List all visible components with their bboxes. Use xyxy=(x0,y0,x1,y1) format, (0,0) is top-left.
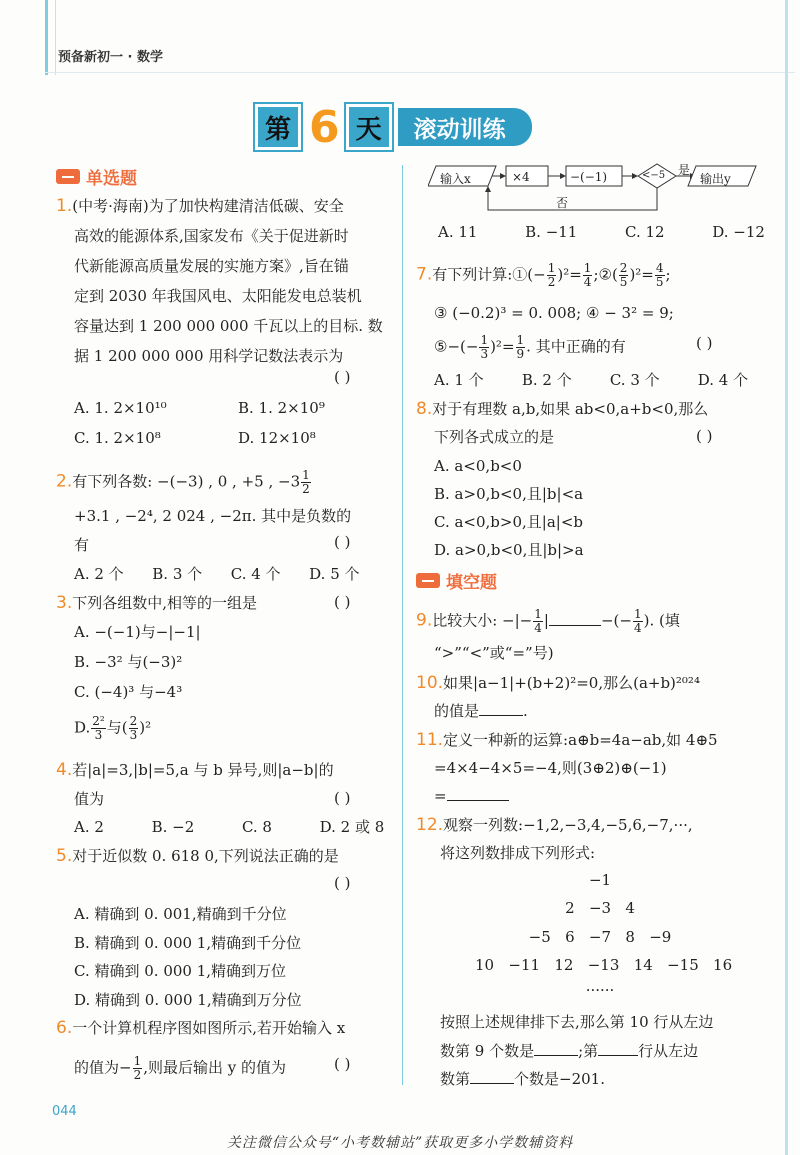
flow-multiply-label: ×4 xyxy=(512,170,530,184)
column-divider xyxy=(402,165,403,1085)
q2-number: 2. xyxy=(56,471,73,492)
q12-number: 12. xyxy=(416,815,444,835)
q12-line-4: 数第 9 个数是 ;第 行从左边 xyxy=(440,1042,699,1060)
q4-number: 4. xyxy=(56,760,73,780)
flow-yes-label: 是 xyxy=(678,163,691,177)
q12-pattern-row-1: −1 xyxy=(588,871,612,889)
q3-option-a: A. −(−1)与−|−1| xyxy=(74,623,201,641)
section-title: 填空题 xyxy=(446,573,497,593)
q4-options: A. 2 B. −2 C. 8 D. 2 或 8 xyxy=(74,818,385,836)
q8-number: 8. xyxy=(416,399,433,419)
q1-number: 1. xyxy=(56,196,73,216)
q6-flowchart xyxy=(428,160,768,218)
q7-options: A. 1 个 B. 2 个 C. 3 个 D. 4 个 xyxy=(434,371,749,389)
q4-line-1 xyxy=(56,760,334,780)
q12-answer-blank-1[interactable] xyxy=(534,1055,578,1056)
q4-text-1: 若|a|=3,|b|=5,a 与 b 异号,则|a−b|的 xyxy=(72,761,334,779)
q5-option-c: C. 精确到 0. 000 1,精确到万位 xyxy=(74,962,287,980)
q2-text-3: 有 xyxy=(74,536,90,554)
q8-option-c: C. a<0,b>0,且|a|<b xyxy=(434,513,584,531)
header-accent-thin xyxy=(55,0,56,75)
q1-option-b: B. 1. 2×10⁹ xyxy=(238,399,325,417)
q6-line-2: 的值为− $\frac{1}{2}$ ,则最后输出 y 的值为 xyxy=(74,1054,286,1082)
q1-text-2: 高效的能源体系,国家发布《关于促进新时 xyxy=(74,227,349,245)
footer-note: 关注微信公众号“小考数辅站”获取更多小学数辅资料 xyxy=(226,1135,574,1151)
q5-stem: 对于近似数 0. 618 0,下列说法正确的是 xyxy=(72,847,339,865)
q6-fraction: $\frac{1}{2}$ xyxy=(133,1054,142,1082)
q3-line xyxy=(56,593,257,613)
q8-option-a: A. a<0,b<0 xyxy=(434,457,522,475)
q5-number: 5. xyxy=(56,846,73,866)
q12-answer-blank-2[interactable] xyxy=(598,1055,638,1056)
q4-text-2: 值为 xyxy=(74,790,105,808)
q6-text-1: 一个计算机程序图如图所示,若开始输入 x xyxy=(72,1019,346,1037)
page-number: 044 xyxy=(52,1104,77,1119)
q6-number: 6. xyxy=(56,1018,73,1038)
q5-option-d: D. 精确到 0. 000 1,精确到万分位 xyxy=(74,991,302,1009)
q9-text-2: “>”“<”或“=”号) xyxy=(434,644,554,662)
q5-line xyxy=(56,846,339,866)
lesson-title xyxy=(255,101,532,153)
q8-line-1: 8.对于有理数 a,b,如果 ab<0,a+b<0,那么 xyxy=(416,399,709,419)
header-accent-bar xyxy=(45,0,48,75)
section-single-choice xyxy=(56,164,137,189)
q3-option-b: B. −3² 与(−3)² xyxy=(74,653,183,671)
q1-text-1: (中考·海南)为了加快构建清洁低碳、安全 xyxy=(72,197,344,215)
q1-option-c: C. 1. 2×10⁸ xyxy=(74,429,161,447)
q1-option-d: D. 12×10⁸ xyxy=(238,429,316,447)
q10-answer-blank[interactable] xyxy=(479,715,523,716)
q1-line xyxy=(56,196,344,216)
q1-option-a: A. 1. 2×10¹⁰ xyxy=(74,399,167,417)
q8-text-2: 下列各式成立的是 xyxy=(434,428,555,446)
q12-pattern-ellipsis: ······ xyxy=(585,981,615,999)
q3-number: 3. xyxy=(56,593,73,613)
q8-option-d: D. a>0,b<0,且|b|>a xyxy=(434,541,584,559)
q2-answer-paren: ( ) xyxy=(334,533,351,551)
q3-answer-paren: ( ) xyxy=(334,593,351,611)
q12-line-5: 数第 个数是−201. xyxy=(440,1070,605,1088)
q1-answer-paren: ( ) xyxy=(334,368,351,386)
q1-text-5: 容量达到 1 200 000 000 千瓦以上的目标. 数 xyxy=(74,317,383,335)
q4-answer-paren: ( ) xyxy=(334,789,351,807)
flow-no-label: 否 xyxy=(556,196,569,210)
q5-option-a: A. 精确到 0. 001,精确到千分位 xyxy=(74,905,287,923)
q3-option-c: C. (−4)³ 与−4³ xyxy=(74,683,183,701)
page-edge-bar xyxy=(785,0,788,1155)
q12-line-1: 12.观察一列数:−1,2,−3,4,−5,6,−7,···, xyxy=(416,815,693,835)
q12-pattern-row-3: −5 6 −7 8 −9 xyxy=(528,928,672,946)
q1-text-3: 代新能源高质量发展的实施方案》,旨在锚 xyxy=(74,257,349,275)
q8-answer-paren: ( ) xyxy=(696,427,713,445)
section-title: 单选题 xyxy=(86,169,137,189)
q11-text-2: =4×4−4×5=−4,则(3⊕2)⊕(−1) xyxy=(434,759,667,777)
q3-stem: 下列各组数中,相等的一组是 xyxy=(72,594,258,612)
q9-line-1: 9.比较大小: −|− $\frac{1}{4}$ | −(− $\frac{1}{4}$ ). (填 xyxy=(416,607,680,635)
book-title: 预备新初一 · 数学 xyxy=(58,50,163,65)
q12-pattern-row-2: 2 −3 4 xyxy=(565,899,635,917)
q2-line-1 xyxy=(56,469,312,496)
q7-number: 7. xyxy=(416,264,433,285)
section-icon xyxy=(56,169,80,184)
title-prefix: 第 xyxy=(255,104,301,150)
q6-line-1 xyxy=(56,1018,345,1038)
q10-line-1: 10.如果|a−1|+(b+2)²=0,那么(a+b)²⁰²⁴ xyxy=(416,673,700,693)
q10-line-2: 的值是 . xyxy=(434,702,528,720)
q12-text-3: 按照上述规律排下去,那么第 10 行从左边 xyxy=(440,1013,714,1031)
q2-fraction: $\frac{1}{2}$ xyxy=(302,468,310,496)
flow-condition-label: <−5 xyxy=(642,170,666,181)
title-tag: 滚动训练 xyxy=(398,108,532,146)
q6-answer-paren: ( ) xyxy=(334,1055,351,1073)
q8-option-b: B. a>0,b<0,且|b|<a xyxy=(434,485,584,503)
header-rule xyxy=(45,72,795,73)
flow-output-label: 输出y xyxy=(700,172,731,186)
q7-line-1: 7.有下列计算:①(− $\frac{1}{2}$ )²= $\frac{1}{4}$ ;②( $\frac{2}{5}$ )²= $\frac{4}{5}$ ; xyxy=(416,261,671,289)
q12-pattern-row-4: 10 −11 12 −13 14 −15 16 xyxy=(475,956,733,974)
q7-line-3: ⑤−(− $\frac{1}{3}$ )²= $\frac{1}{9}$ . 其中正确的有 xyxy=(434,333,626,361)
q2-text-1: 有下列各数: −(−3) , 0 , +5 , −3 xyxy=(72,472,301,491)
q12-text-2: 将这列数排成下列形式: xyxy=(440,844,596,862)
q11-number: 11. xyxy=(416,730,444,750)
q11-line-3: = xyxy=(434,786,509,806)
q7-answer-paren: ( ) xyxy=(696,334,713,352)
flow-input-label: 输入x xyxy=(440,172,471,186)
q7-text-2: ③ (−0.2)³ = 0. 008; ④ − 3² = 9; xyxy=(434,304,674,322)
q1-text-6: 据 1 200 000 000 用科学记数法表示为 xyxy=(74,347,344,365)
title-day-number: 6 xyxy=(309,101,340,153)
section-fill-blank xyxy=(416,568,497,593)
q9-number: 9. xyxy=(416,610,433,631)
q9-answer-blank[interactable] xyxy=(549,625,601,626)
q12-answer-blank-3[interactable] xyxy=(470,1083,514,1084)
q11-answer-blank[interactable] xyxy=(447,800,509,801)
q6-options: A. 11 B. −11 C. 12 D. −12 xyxy=(438,223,765,241)
q5-answer-paren: ( ) xyxy=(334,874,351,892)
q1-text-4: 定到 2030 年我国风电、太阳能发电总装机 xyxy=(74,287,362,305)
q3-option-d: D. $\frac{\text{2²}}{3}$ 与( $\frac{2}{3}$ )² xyxy=(74,714,152,742)
q5-option-b: B. 精确到 0. 000 1,精确到千分位 xyxy=(74,934,302,952)
title-suffix: 天 xyxy=(346,104,392,150)
q10-number: 10. xyxy=(416,673,444,693)
q2-text-2: +3.1 , −2⁴, 2 024 , −2π. 其中是负数的 xyxy=(74,507,352,525)
q2-options: A. 2 个 B. 3 个 C. 4 个 D. 5 个 xyxy=(74,565,360,583)
flow-subtract-label: −(−1) xyxy=(570,170,608,184)
q11-line-1: 11.定义一种新的运算:a⊕b=4a−ab,如 4⊕5 xyxy=(416,730,718,750)
section-icon xyxy=(416,573,440,588)
